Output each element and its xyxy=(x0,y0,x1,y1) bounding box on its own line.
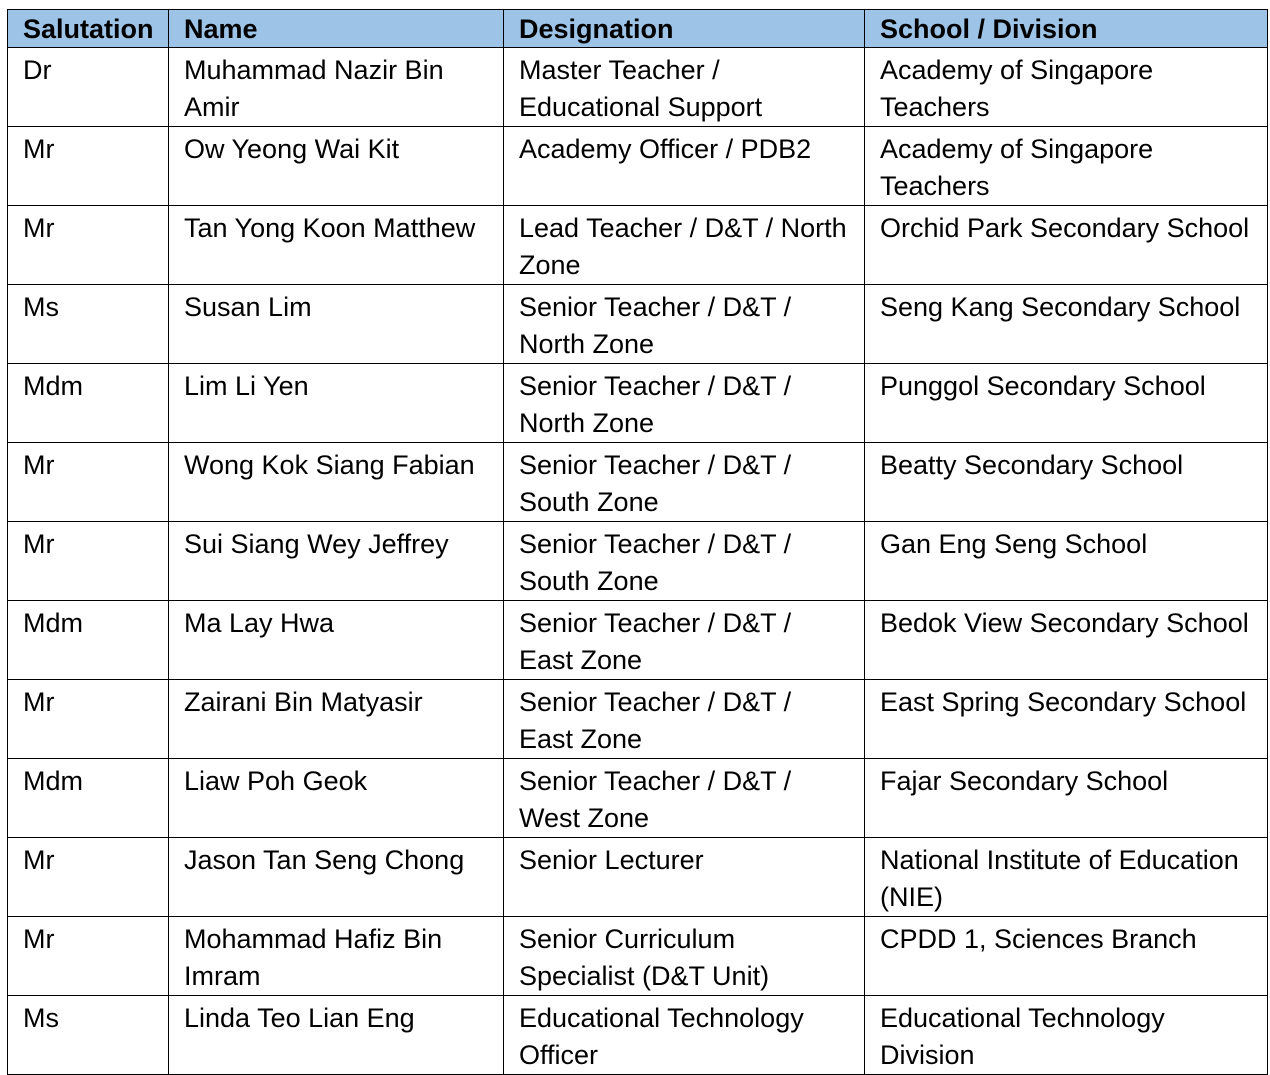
cell-salutation: Mr xyxy=(8,917,169,996)
cell-designation: Senior Teacher / D&T / South Zone xyxy=(504,522,865,601)
cell-name: Lim Li Yen xyxy=(169,364,504,443)
header-row xyxy=(8,10,1268,48)
staff-table xyxy=(7,9,1268,1075)
cell-name: Muhammad Nazir Bin Amir xyxy=(169,48,504,127)
cell-salutation: Ms xyxy=(8,285,169,364)
cell-salutation: Mr xyxy=(8,443,169,522)
header-school-division: School / Division xyxy=(865,10,1268,48)
cell-school-division: CPDD 1, Sciences Branch xyxy=(865,917,1268,996)
cell-school-division: Beatty Secondary School xyxy=(865,443,1268,522)
cell-salutation: Mdm xyxy=(8,759,169,838)
table-container xyxy=(7,9,1268,1075)
cell-designation: Senior Teacher / D&T / South Zone xyxy=(504,443,865,522)
cell-name: Wong Kok Siang Fabian xyxy=(169,443,504,522)
cell-designation: Senior Teacher / D&T / North Zone xyxy=(504,285,865,364)
table-row xyxy=(8,364,1268,443)
cell-salutation: Mr xyxy=(8,522,169,601)
cell-salutation: Mr xyxy=(8,838,169,917)
cell-designation: Senior Teacher / D&T / East Zone xyxy=(504,680,865,759)
cell-name: Liaw Poh Geok xyxy=(169,759,504,838)
cell-school-division: Orchid Park Secondary School xyxy=(865,206,1268,285)
table-row xyxy=(8,522,1268,601)
table-row xyxy=(8,127,1268,206)
cell-name: Ow Yeong Wai Kit xyxy=(169,127,504,206)
cell-designation: Educational Technology Officer xyxy=(504,996,865,1075)
cell-salutation: Mdm xyxy=(8,364,169,443)
table-row xyxy=(8,838,1268,917)
table-row xyxy=(8,680,1268,759)
cell-designation: Senior Teacher / D&T / North Zone xyxy=(504,364,865,443)
table-row xyxy=(8,48,1268,127)
header-name: Name xyxy=(169,10,504,48)
cell-school-division: Academy of Singapore Teachers xyxy=(865,127,1268,206)
cell-school-division: Fajar Secondary School xyxy=(865,759,1268,838)
cell-salutation: Mr xyxy=(8,680,169,759)
table-row xyxy=(8,601,1268,680)
table-row xyxy=(8,996,1268,1075)
cell-school-division: National Institute of Education (NIE) xyxy=(865,838,1268,917)
cell-salutation: Mdm xyxy=(8,601,169,680)
header-salutation: Salutation xyxy=(8,10,169,48)
table-row xyxy=(8,759,1268,838)
cell-name: Susan Lim xyxy=(169,285,504,364)
table-body xyxy=(8,48,1268,1075)
cell-school-division: Punggol Secondary School xyxy=(865,364,1268,443)
cell-name: Linda Teo Lian Eng xyxy=(169,996,504,1075)
cell-school-division: Bedok View Secondary School xyxy=(865,601,1268,680)
cell-name: Sui Siang Wey Jeffrey xyxy=(169,522,504,601)
cell-school-division: Academy of Singapore Teachers xyxy=(865,48,1268,127)
cell-designation: Senior Teacher / D&T / East Zone xyxy=(504,601,865,680)
cell-name: Ma Lay Hwa xyxy=(169,601,504,680)
cell-designation: Lead Teacher / D&T / North Zone xyxy=(504,206,865,285)
cell-designation: Master Teacher / Educational Support xyxy=(504,48,865,127)
cell-designation: Academy Officer / PDB2 xyxy=(504,127,865,206)
cell-designation: Senior Teacher / D&T / West Zone xyxy=(504,759,865,838)
cell-name: Tan Yong Koon Matthew xyxy=(169,206,504,285)
cell-name: Zairani Bin Matyasir xyxy=(169,680,504,759)
table-row xyxy=(8,285,1268,364)
cell-salutation: Dr xyxy=(8,48,169,127)
cell-designation: Senior Lecturer xyxy=(504,838,865,917)
cell-name: Mohammad Hafiz Bin Imram xyxy=(169,917,504,996)
table-row xyxy=(8,206,1268,285)
cell-school-division: Seng Kang Secondary School xyxy=(865,285,1268,364)
cell-name: Jason Tan Seng Chong xyxy=(169,838,504,917)
header-designation: Designation xyxy=(504,10,865,48)
table-row xyxy=(8,917,1268,996)
cell-designation: Senior Curriculum Specialist (D&T Unit) xyxy=(504,917,865,996)
cell-school-division: Educational Technology Division xyxy=(865,996,1268,1075)
cell-salutation: Mr xyxy=(8,206,169,285)
cell-school-division: East Spring Secondary School xyxy=(865,680,1268,759)
cell-salutation: Ms xyxy=(8,996,169,1075)
cell-school-division: Gan Eng Seng School xyxy=(865,522,1268,601)
cell-salutation: Mr xyxy=(8,127,169,206)
table-row xyxy=(8,443,1268,522)
